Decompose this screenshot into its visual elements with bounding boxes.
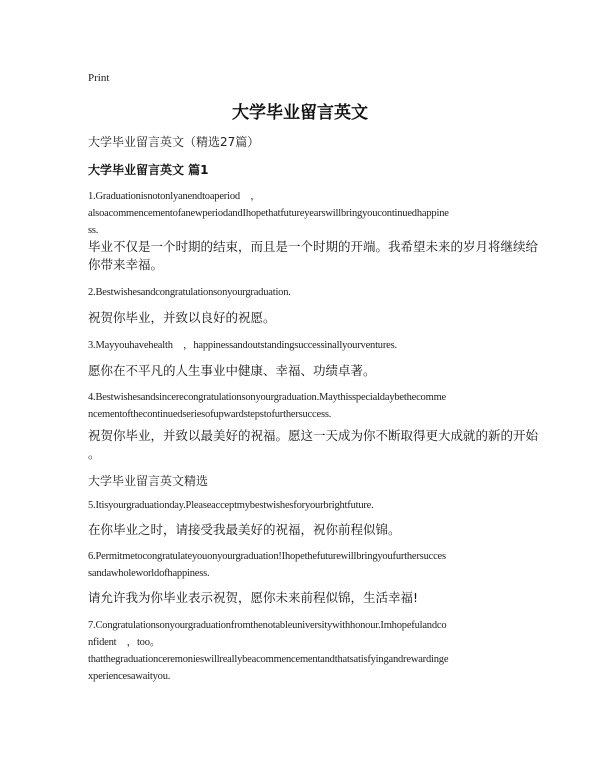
entry-7-en-line-3: thatthegraduationceremonieswillreallybeacommencementandthatsatisfyingandrewardinge (88, 654, 449, 665)
entry-1-en-line-2: alsoacommencementofanewperiodandIhopethatfutureyearswillbringyoucontinuedhappine (88, 208, 449, 219)
entry-2-chinese (88, 309, 276, 327)
entry-4-zh-line-2: 。 (88, 446, 101, 461)
entry-1-zh-line-1: 毕业不仅是一个时期的结束，而且是一个时期的开端。我希望未来的岁月将继续给 (88, 239, 539, 254)
entry-1-chinese (88, 238, 539, 274)
print-label[interactable]: Print (88, 72, 110, 84)
entry-1-en-line-1: 1.Graduationisnotonlyanendtoaperiod ， (88, 191, 261, 202)
entry-1-english (88, 188, 528, 239)
entry-3-english (88, 337, 397, 354)
entry-1-zh-line-2: 你带来幸福。 (88, 257, 164, 272)
entry-7-english (88, 617, 528, 685)
entry-4-chinese (88, 427, 539, 463)
entry-2-en-line-1: 2.Bestwishesandcongratulationsonyourgraduation. (88, 287, 291, 298)
entry-7-en-line-2: nfident ，too。 (88, 637, 161, 648)
entry-3-chinese (88, 362, 376, 380)
entry-6-zh-line-1: 请允许我为你毕业表示祝贺，愿你未来前程似锦，生活幸福! (88, 590, 419, 605)
entry-5-en-line-1: 5.Itisyourgraduationday.Pleaseacceptmybestwishesforyourbrightfuture. (88, 500, 374, 511)
entry-6-chinese (88, 589, 418, 607)
entry-6-english (88, 548, 528, 582)
entry-4-english (88, 389, 528, 423)
entry-5-english (88, 497, 374, 514)
entry-6-en-line-2: sandawholeworldofhappiness. (88, 568, 210, 579)
entry-4-en-line-1: 4.Bestwishesandsincerecongratulationsonyourgraduation.Maythisspecialdaybethecomme (88, 392, 447, 403)
entry-4-en-line-2: ncementofthecontinuedseriesofupwardstepstofurthersuccess. (88, 409, 332, 420)
entry-1-en-line-3: ss. (88, 225, 99, 236)
entry-2-english (88, 284, 291, 301)
entry-3-zh-line-1: 愿你在不平凡的人生事业中健康、幸福、功绩卓著。 (88, 363, 376, 378)
entry-7-en-line-4: xperiencesawaityou. (88, 671, 171, 682)
entry-5-chinese (88, 521, 401, 539)
document-title: 大学毕业留言英文 (232, 103, 368, 123)
entry-7-en-line-1: 7.Congratulationsonyourgraduationfromthenotableuniversitywithhonour.Imhopefulandco (88, 620, 447, 631)
entry-5-zh-line-1: 在你毕业之时，请接受我最美好的祝福，祝你前程似锦。 (88, 522, 401, 537)
section-heading-1: 大学毕业留言英文 篇1 (88, 163, 209, 177)
document-subtitle: 大学毕业留言英文（精选27篇） (88, 135, 260, 149)
entry-3-en-line-1: 3.Mayyouhavehealth ，happinessandoutstandingsuccessinallyourventures. (88, 340, 397, 351)
entry-4-zh-line-1: 祝贺你毕业，并致以最美好的祝福。愿这一天成为你不断取得更大成就的新的开始 (88, 428, 539, 443)
entry-6-en-line-1: 6.Permitmetocongratulateyouonyourgraduation!Ihopethefuturewillbringyoufurthersucces (88, 551, 446, 562)
entry-2-zh-line-1: 祝贺你毕业，并致以良好的祝愿。 (88, 310, 276, 325)
section-heading-2: 大学毕业留言英文精选 (88, 474, 209, 488)
